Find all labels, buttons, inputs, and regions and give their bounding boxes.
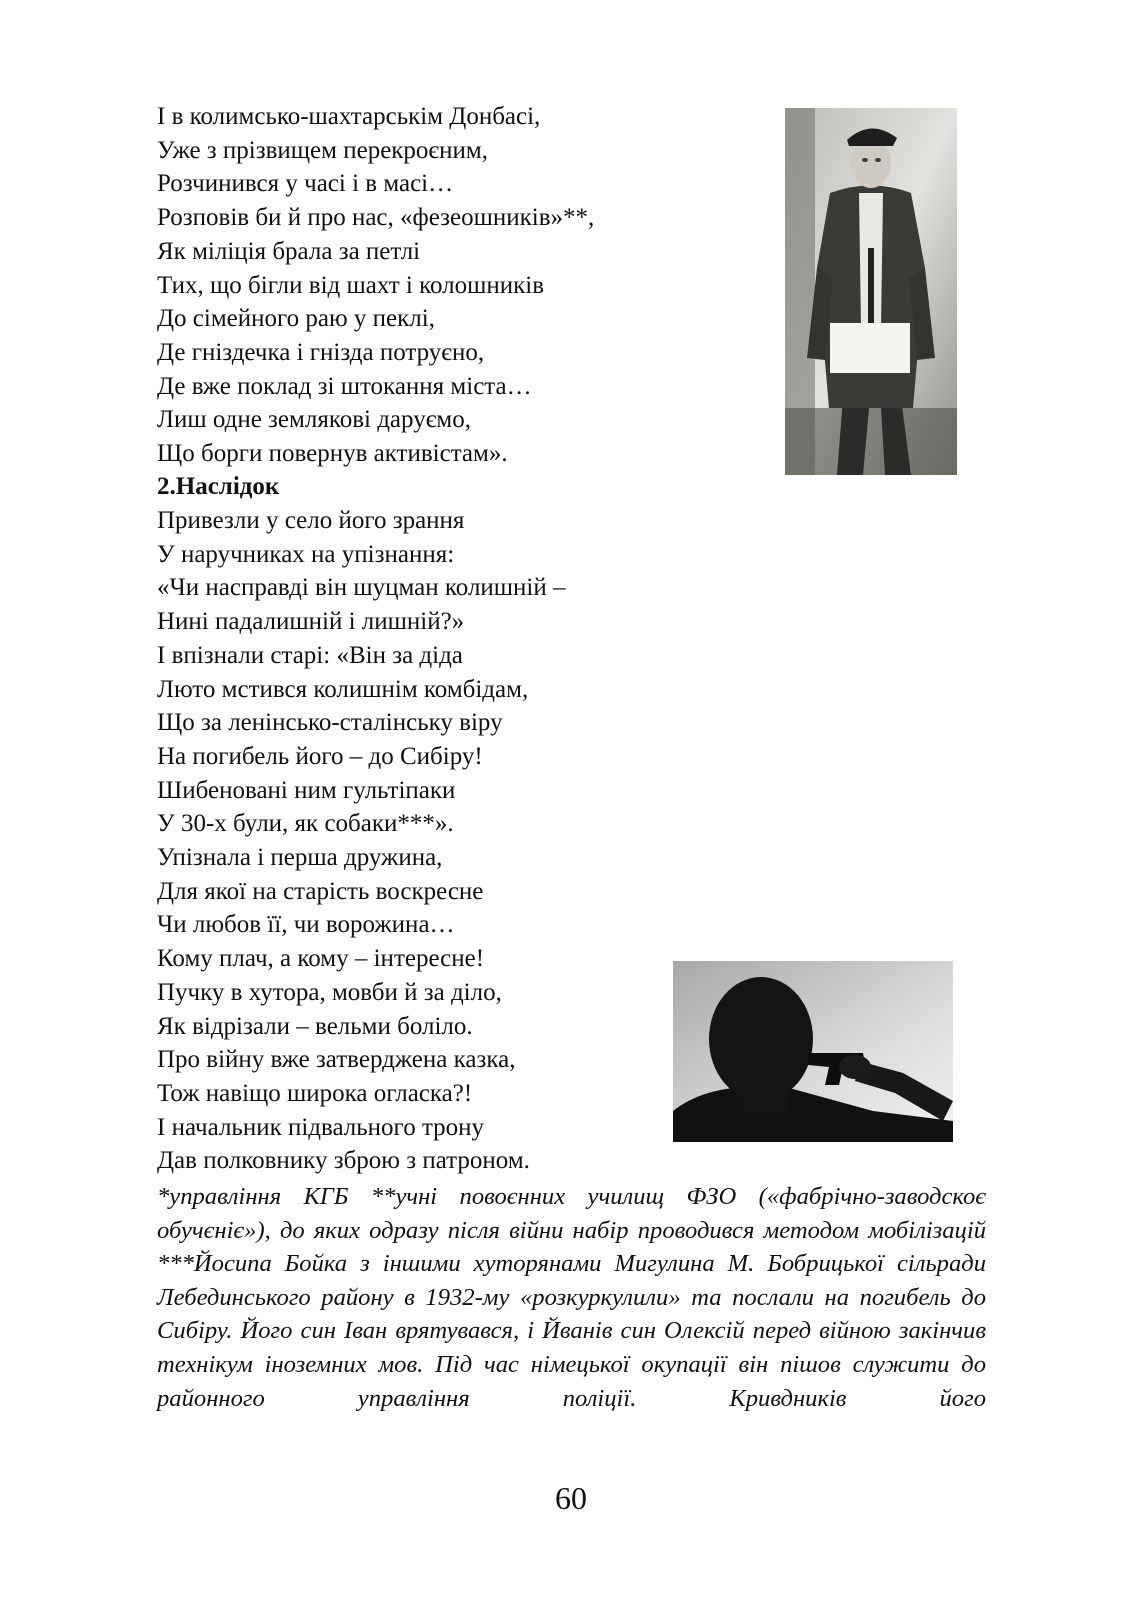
page-number: 60 bbox=[555, 1480, 587, 1516]
poem-line: Що борги повернув активістам». bbox=[157, 440, 508, 468]
poem-line: Як міліція брала за петлі bbox=[157, 237, 421, 265]
poem-line: Привезли у село його зрання bbox=[157, 507, 465, 534]
poem-line: Нині падалишній і лишній?» bbox=[157, 608, 465, 636]
poem-line: До сімейного раю у пеклі, bbox=[157, 305, 435, 333]
poem-line: Про війну вже затверджена казка, bbox=[157, 1046, 516, 1074]
poem-line: Де гніздечка і гнізда потруєно, bbox=[157, 338, 485, 366]
poem-line: І впізнали старі: «Він за діда bbox=[157, 641, 463, 669]
stanza-1 bbox=[157, 100, 594, 471]
poem-line: Люто мстився колишнім комбідам, bbox=[157, 675, 529, 703]
poem-line: Тож навіщо широка огласка?! bbox=[157, 1079, 473, 1107]
poem-line: Лиш одне землякові даруємо, bbox=[157, 406, 471, 434]
poem-line: І начальник підвального трону bbox=[157, 1113, 485, 1141]
poem-line: Чи любов її, чи ворожина… bbox=[157, 911, 455, 939]
poem-line: І в колимсько-шахтарськім Донбасі, bbox=[157, 103, 541, 130]
poem-line: У 30-х були, як собаки***». bbox=[157, 810, 454, 838]
poem-line: Пучку в хутора, мовби й за діло, bbox=[157, 978, 502, 1006]
poem-line: У наручниках на упізнання: bbox=[157, 540, 455, 568]
poem-line: Для якої на старість воскресне bbox=[157, 877, 484, 905]
poem-line: Тих, що бігли від шахт і колошників bbox=[157, 271, 545, 299]
poem-line: Розчинився у часі і в масі… bbox=[157, 170, 454, 198]
boy-portrait-photo bbox=[785, 108, 957, 475]
poem-line: «Чи насправді він шуцман колишній – bbox=[157, 574, 566, 602]
poem-line: Уже з прізвищем перекроєним, bbox=[157, 136, 488, 164]
poem-line: Де вже поклад зі штокання міста… bbox=[157, 372, 532, 400]
poem-line: На погибель його – до Сибіру! bbox=[157, 742, 483, 770]
footnote-text: *управління КГБ **учні повоєнних училищ ФЗО («фабрічно-заводскоє обучєніє»), до яких одразу після війни набір проводився методом мобілізацій ***Йосипа Бойка з іншими хуторянами Мигулина М. Бобрицької сільради Лебединського району в 1932-му «розкуркулили» та послали на погибель до Сибіру. Його син Іван врятувався, і Йванів син Олексій перед війною закінчив технікум іноземних мов. Під час німецької окупації він пішов служити до районного управління поліції. Кривдників його bbox=[157, 1183, 986, 1412]
poem-line: Дав полковнику зброю з патроном. bbox=[157, 1147, 530, 1175]
poem-line: Що за ленінсько-сталінську віру bbox=[157, 709, 503, 737]
section-heading: 2.Наслідок bbox=[157, 473, 280, 500]
poem-line: Кому плач, а кому – інтересне! bbox=[157, 945, 485, 973]
stanza-2 bbox=[157, 504, 566, 1178]
pistol-silhouette-photo bbox=[673, 961, 953, 1142]
poem-line: Шибеновані ним гультіпаки bbox=[157, 776, 456, 804]
poem-line: Розповів би й про нас, «фезеошників»**, bbox=[157, 204, 595, 232]
poem-line: Як відрізали – вельми боліло. bbox=[157, 1012, 473, 1040]
poem-line: Упізнала і перша дружина, bbox=[157, 844, 443, 872]
